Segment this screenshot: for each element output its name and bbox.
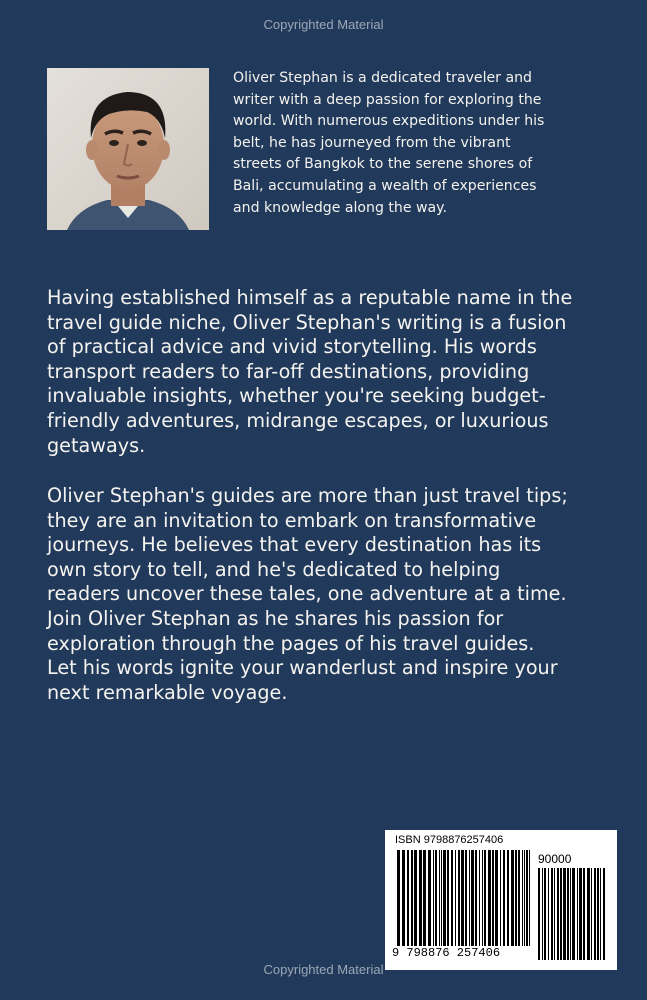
author-portrait-icon: [47, 68, 209, 230]
copyright-watermark-bottom: Copyrighted Material: [263, 962, 384, 977]
barcode-bar: [548, 868, 549, 960]
barcode-bar: [594, 868, 596, 960]
intro-line: world. With numerous expeditions under his: [233, 113, 545, 130]
paragraph-line: Let his words ignite your wanderlust and inspire your: [47, 656, 558, 680]
paragraph-line: transport readers to far-off destinations, providing: [47, 359, 530, 383]
barcode-bar: [518, 850, 520, 946]
barcode-bar: [443, 850, 446, 946]
barcode-bar: [428, 850, 431, 946]
isbn-label: ISBN 9798876257406: [395, 834, 504, 846]
intro-line: Oliver Stephan is a dedicated traveler and: [233, 70, 532, 86]
barcode-bar: [479, 850, 480, 946]
barcode-bar: [458, 850, 460, 946]
paragraph-line: exploration through the pages of his travel guides.: [47, 631, 535, 655]
paragraph-line: Join Oliver Stephan as he shares his passion for: [47, 606, 504, 630]
barcode-bar: [579, 868, 582, 960]
addon-barcode-bars-icon: [538, 868, 606, 960]
barcode-bar: [402, 850, 405, 946]
barcode-bar: [542, 868, 543, 960]
copyright-watermark-top: Copyrighted Material: [263, 17, 384, 32]
barcode-bar: [461, 850, 464, 946]
barcode-bar: [583, 868, 585, 960]
barcode-bar: [538, 868, 540, 960]
barcode-bar: [551, 868, 553, 960]
price-code: 90000: [538, 852, 572, 866]
barcode-bar: [570, 868, 571, 960]
paragraph-line: getaways.: [47, 433, 146, 457]
barcode-bar: [511, 850, 514, 946]
barcode-bar: [423, 850, 426, 946]
barcode-bar: [411, 850, 413, 946]
paragraph-line: Oliver Stephan's guides are more than just travel tips;: [47, 484, 568, 507]
intro-line: Bali, accumulating a wealth of experiences: [233, 177, 537, 194]
barcode-bar: [471, 850, 474, 946]
isbn-barcode: [385, 830, 617, 970]
barcode-bar: [503, 850, 505, 946]
barcode-bars-icon: [397, 850, 533, 946]
barcode-bar: [560, 868, 562, 960]
paragraph-line: next remarkable voyage.: [47, 680, 288, 704]
barcode-bar: [451, 850, 453, 946]
barcode-bar: [455, 850, 456, 946]
intro-line: belt, he has journeyed from the vibrant: [233, 134, 511, 151]
barcode-bar: [600, 868, 601, 960]
barcode-bar: [529, 850, 530, 946]
paragraph-2: [47, 484, 607, 705]
barcode-bar: [484, 850, 486, 946]
barcode-bar: [524, 850, 525, 946]
barcode-bar: [469, 850, 470, 946]
barcode-bar: [397, 850, 400, 946]
barcode-bar: [557, 868, 559, 960]
paragraph-line: own story to tell, and he's dedicated to helping: [47, 557, 501, 581]
intro-line: streets of Bangkok to the serene shores of: [233, 156, 533, 173]
barcode-bar: [441, 850, 442, 946]
barcode-bar: [414, 850, 417, 946]
paragraph-line: invaluable insights, whether you're seeking budget-: [47, 384, 546, 408]
paragraph-line: of practical advice and vivid storytelling. His words: [47, 335, 537, 359]
barcode-bar: [563, 868, 566, 960]
barcode-bar: [433, 850, 434, 946]
barcode-bar: [554, 868, 555, 960]
barcode-bar: [597, 868, 599, 960]
barcode-bar: [522, 850, 523, 946]
barcode-bar: [577, 868, 578, 960]
barcode-bar: [475, 850, 477, 946]
intro-line: and knowledge along the way.: [233, 199, 447, 216]
barcode-bar: [465, 850, 467, 946]
paragraph-line: they are an invitation to embark on transformative: [47, 508, 537, 532]
paragraph-line: readers uncover these tales, one adventure at a time.: [47, 582, 567, 606]
barcode-bar: [482, 850, 483, 946]
barcode-bar: [587, 868, 590, 960]
barcode-bar: [526, 850, 528, 946]
barcode-bar: [407, 850, 409, 946]
barcode-bar: [591, 868, 592, 960]
barcode-bar: [515, 850, 517, 946]
intro-line: writer with a deep passion for exploring the: [233, 91, 542, 108]
barcode-bar: [495, 850, 498, 946]
barcode-bar: [492, 850, 494, 946]
barcode-bar: [500, 850, 501, 946]
barcode-bar: [572, 868, 575, 960]
paragraph-line: Having established himself as a reputable name in the: [47, 286, 573, 309]
barcode-bar: [488, 850, 491, 946]
paragraph-1: [47, 286, 607, 458]
barcode-bar: [544, 868, 546, 960]
paragraph-line: friendly adventures, midrange escapes, or luxurious: [47, 408, 549, 432]
barcode-bar: [439, 850, 440, 946]
barcode-bar: [567, 868, 569, 960]
author-intro: [233, 68, 595, 219]
barcode-bar: [603, 868, 605, 960]
barcode-bar: [507, 850, 509, 946]
paragraph-line: travel guide niche, Oliver Stephan's writing is a fusion: [47, 310, 567, 334]
barcode-bar: [419, 850, 422, 946]
barcode-digits: 9 798876 257406: [392, 946, 501, 960]
barcode-bar: [435, 850, 437, 946]
barcode-bar: [447, 850, 449, 946]
paragraph-line: journeys. He believes that every destination has its: [47, 533, 542, 557]
author-photo: [47, 68, 209, 230]
